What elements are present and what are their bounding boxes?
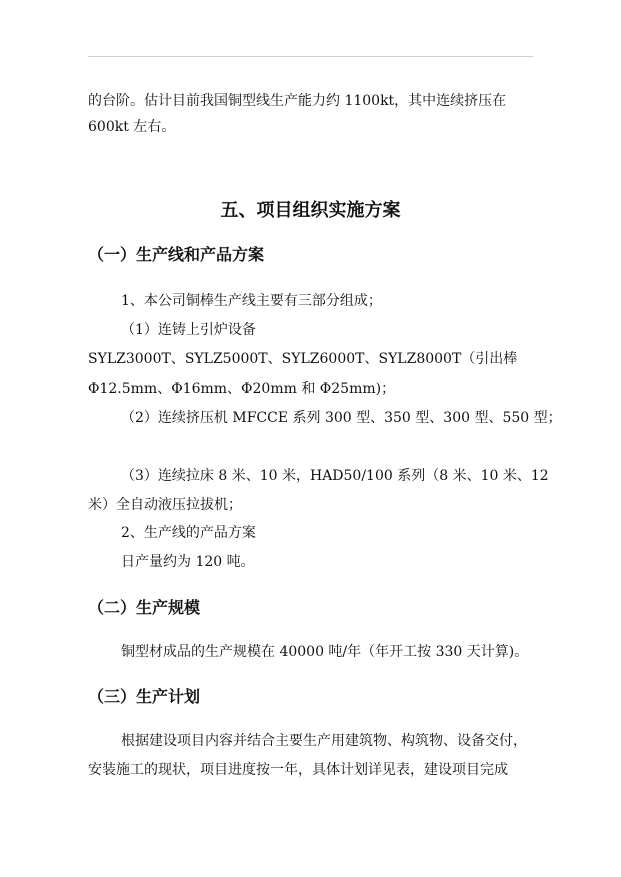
paragraph-line: 的台阶。估计目前我国铜型线生产能力约 1100kt，其中连续挤压在: [88, 93, 507, 109]
paragraph-line: 根据建设项目内容并结合主要生产用建筑物、构筑物、设备交付，: [121, 733, 527, 749]
paragraph-line: （1）连铸上引炉设备: [121, 322, 256, 338]
subsection-title: （一）生产线和产品方案: [88, 245, 265, 264]
paragraph-line: 日产量约为 120 吨。: [121, 554, 255, 570]
paragraph-line: 铜型材成品的生产规模在 40000 吨/年（年开工按 330 天计算)。: [121, 644, 529, 660]
section-title: 五、项目组织实施方案: [220, 200, 401, 221]
paragraph-line: 2、生产线的产品方案: [121, 525, 256, 541]
paragraph-line: 安装施工的现状，项目进度按一年，具体计划详见表，建设项目完成: [88, 762, 508, 778]
paragraph-line: （2）连续挤压机 MFCCE 系列 300 型、350 型、300 型、550 型；: [121, 410, 562, 426]
paragraph-line: 米）全自动液压拉拔机；: [88, 497, 242, 513]
paragraph-line: 1、本公司铜棒生产线主要有三部分组成；: [121, 293, 382, 309]
subsection-title: （二）生产规模: [88, 598, 201, 617]
subsection-title: （三）生产计划: [88, 687, 201, 706]
paragraph-line: 600kt 左右。: [88, 119, 176, 135]
paragraph-line: SYLZ3000T、SYLZ5000T、SYLZ6000T、SYLZ8000T（引出棒: [88, 351, 518, 367]
paragraph-line: Φ12.5mm、Φ16mm、Φ20mm 和 Φ25mm)；: [88, 381, 396, 397]
header-rule: [88, 56, 533, 57]
paragraph-line: （3）连续拉床 8 米、10 米，HAD50/100 系列（8 米、10 米、12: [121, 468, 549, 484]
